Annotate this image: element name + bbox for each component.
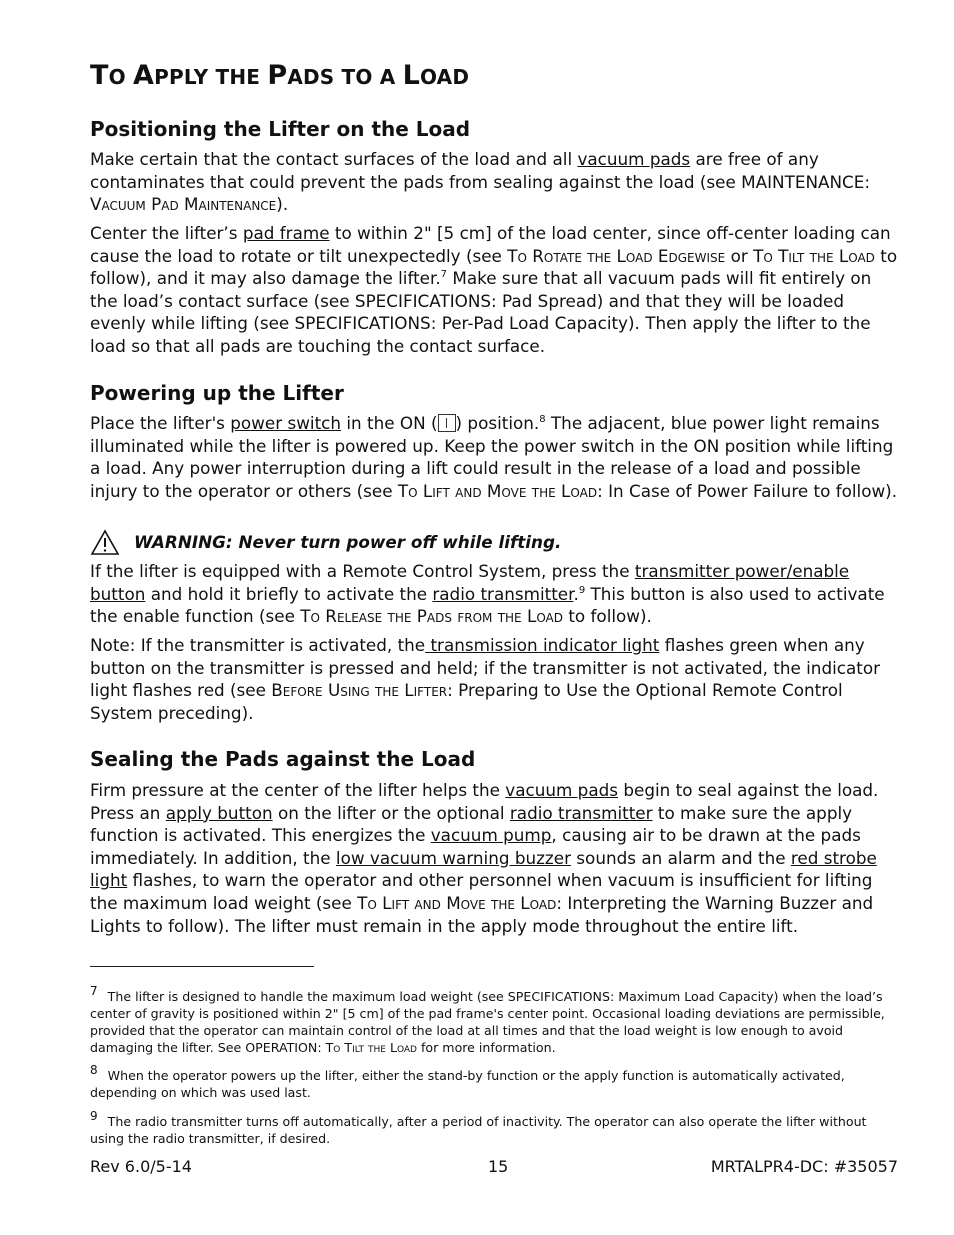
paragraph-contact-surfaces: Make certain that the contact surfaces of the load and all vacuum pads are free of any contaminates that could prevent the pads from sealing against the load (see MAINTENANCE: Vacuum Pad Maintenance). [90, 149, 871, 215]
link-low-vacuum-buzzer[interactable]: low vacuum warning buzzer [335, 847, 571, 868]
link-vacuum-pump[interactable]: vacuum pump [430, 825, 552, 846]
paragraph-remote-control: If the lifter is equipped with a Remote Control System, press the transmitter power/enable button and hold it briefly to activate the radio transmitter.$^9$ This button is also used to activate the enable function (see To Release the Pads from the Load to follow). [90, 561, 885, 627]
link-transmitter-power-button[interactable]: transmitter power/enable button [90, 561, 850, 604]
footnote-ref-9[interactable]: 9 [578, 584, 586, 596]
link-apply-button[interactable]: apply button [165, 802, 273, 823]
footnote-8: 8 When the operator powers up the lifter, either the stand-by function or the apply function is automatically activated, depending on which was used last. [90, 1063, 845, 1100]
link-radio-transmitter[interactable]: radio transmitter [432, 583, 574, 604]
paragraph-center-lifter: Center the lifter’s pad frame to within 2" [5 cm] of the load center, since off-center loading can cause the load to rotate or tilt unexpectedly (see To Rotate the Load Edgewise or To Tilt the Load to follow), and it may also damage the lifter.$^7$ Make sure that all vacuum pads will fit entirely on the load’s contact surface (see SPECIFICATIONS: Pad Spread) and that they will be loaded evenly while lifting (see SPECIFICATIONS: Per-Pad Load Capacity). Then apply the lifter to the load so that all pads are touching the contact surface. [90, 223, 898, 356]
link-transmission-indicator-light[interactable]: transmission indicator light [425, 635, 660, 655]
footnote-divider [90, 966, 314, 967]
link-power-switch[interactable]: power switch [230, 413, 342, 433]
footnote-7: 7 The lifter is designed to handle the maximum load weight (see SPECIFICATIONS: Maximum Load Capacity) when the load’s center of gravity is positioned within 2" [5 cm] of the pad frame's center point. Occasional loading deviations are permissible, provided that the operator can maintain control of the load at all times and that the load weight is low enough to avoid damaging the lifter. See OPERATION: To Tilt the Load for more information. [90, 984, 885, 1055]
warning-triangle-icon [90, 529, 120, 556]
footnote-ref-8[interactable]: 8 [539, 414, 546, 425]
link-red-strobe-light[interactable]: red strobe light [90, 847, 877, 891]
page-title: TO APPLY THE PADS TO A LOAD [90, 60, 470, 91]
warning-text: WARNING: Never turn power off while lifting. [134, 532, 562, 552]
section-heading-powering: Powering up the Lifter [90, 381, 344, 405]
link-vacuum-pads[interactable]: vacuum pads [577, 149, 691, 169]
warning-callout [90, 529, 898, 557]
footnote-ref-7[interactable]: 7 [440, 269, 448, 281]
footer-page-number: 15 [488, 1157, 509, 1176]
power-on-symbol-icon [438, 414, 456, 432]
link-vacuum-pads-2[interactable]: vacuum pads [505, 780, 619, 800]
footer-revision: Rev 6.0/5-14 [90, 1157, 192, 1176]
paragraph-note-transmitter: Note: If the transmitter is activated, the transmission indicator light flashes green when any button on the transmitter is pressed and held; if the transmitter is not activated, the indicator light flashes red (see Before Using the Lifter: Preparing to Use the Optional Remote Control System preceding). [90, 635, 881, 723]
paragraph-sealing-pads: Firm pressure at the center of the lifter helps the vacuum pads begin to seal against the load. Press an apply button on the lifter or the optional radio transmitter to make sure the apply function is activated. This energizes the vacuum pump, causing air to be drawn at the pads immediately. In addition, the low vacuum warning buzzer sounds an alarm and the red strobe light flashes, to warn the operator and other personnel when vacuum is insufficient for lifting the maximum load weight (see To Lift and Move the Load: Interpreting the Warning Buzzer and Lights to follow). The lifter must remain in the apply mode throughout the entire lift. [90, 780, 879, 936]
paragraph-power-switch: Place the lifter's power switch in the ON ( ) position.$^8$ The adjacent, blue power light remains illuminated while the lifter is powered up. Keep the power switch in the ON position while lifting a load. Any power interruption during a lift could result in the release of a load and possible injury to the operator or others (see To Lift and Move the Load: In Case of Power Failure to follow). [90, 413, 898, 501]
link-radio-transmitter-2[interactable]: radio transmitter [509, 802, 653, 823]
section-heading-sealing: Sealing the Pads against the Load [90, 747, 476, 771]
section-heading-positioning: Positioning the Lifter on the Load [90, 117, 471, 141]
footnote-9: 9 The radio transmitter turns off automatically, after a period of inactivity. The operator can also operate the lifter without using the radio transmitter, if desired. [90, 1109, 867, 1146]
link-pad-frame[interactable]: pad frame [242, 223, 330, 243]
footer-document-id: MRTALPR4-DC: #35057 [710, 1157, 898, 1176]
